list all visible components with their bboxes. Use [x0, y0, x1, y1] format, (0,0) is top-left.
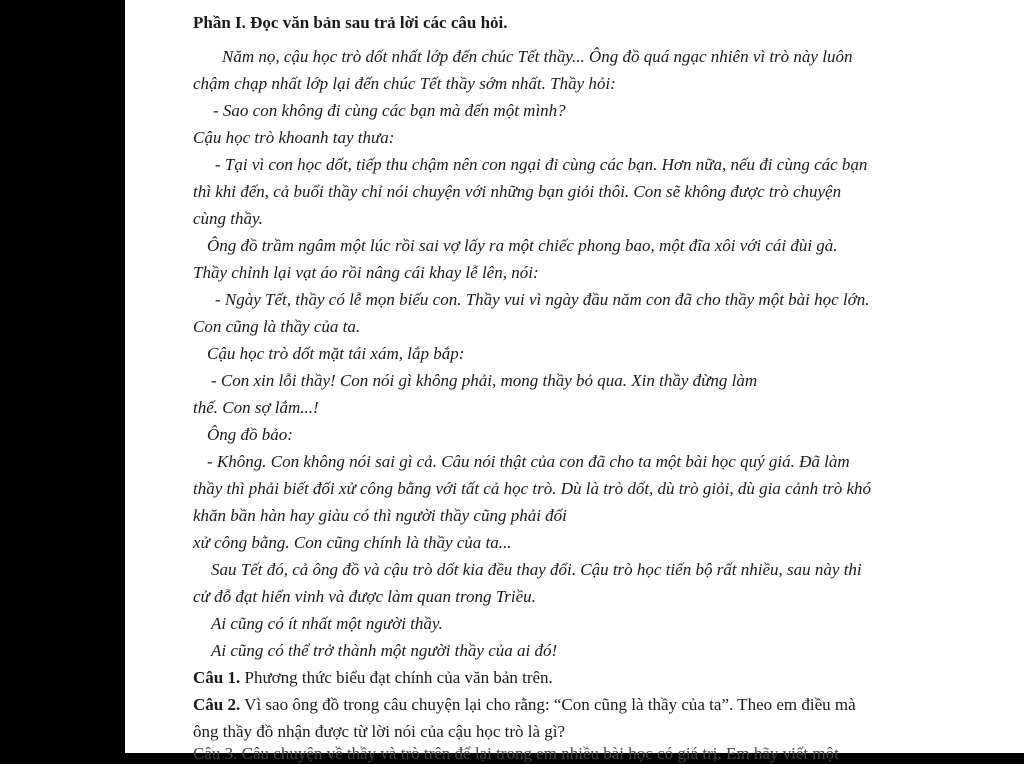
passage-line: - Ngày Tết, thầy có lễ mọn biếu con. Thầy vui vì ngày đầu năm con đã cho thầy một bài học lớn.: [215, 290, 870, 309]
passage-line: Thầy chỉnh lại vạt áo rồi nâng cái khay lễ lên, nói:: [193, 263, 539, 282]
passage-line: khăn bần hàn hay giàu có thì người thầy cũng phải đối: [193, 506, 567, 525]
question-2-label: Câu 2.: [193, 695, 241, 714]
passage-line: thì khi đến, cả buổi thầy chỉ nói chuyện với những bạn giỏi thôi. Con sẽ không được trò chuyện: [193, 182, 842, 201]
passage-line: thế. Con sợ lắm...!: [193, 398, 319, 417]
passage-line: cử đỗ đạt hiển vinh và được làm quan trong Triều.: [193, 587, 536, 606]
question-2-continuation: ông thầy đồ nhận được từ lời nói của cậu học trò là gì?: [193, 722, 566, 741]
question-2-text: Vì sao ông đồ trong câu chuyện lại cho rằng: “Con cũng là thầy của ta”. Theo em điều mà: [240, 695, 856, 714]
question-1-text: Phương thức biểu đạt chính của văn bản trên.: [240, 668, 553, 687]
passage-line: Ông đồ bảo:: [207, 425, 293, 444]
cutoff-line: Câu 3. Câu chuyện về thầy và trò trên để lại trong em nhiều bài học có giá trị. Em hãy viết một: [193, 744, 839, 763]
passage-line: thầy thì phải biết đối xử công bằng với tất cả học trò. Dù là trò dốt, dù trò giỏi, dù gia cảnh trò khó: [193, 479, 871, 498]
passage-line: chậm chạp nhất lớp lại đến chúc Tết thầy sớm nhất. Thầy hỏi:: [193, 74, 616, 93]
question-2: [193, 695, 856, 715]
passage-line: Cậu học trò khoanh tay thưa:: [193, 128, 395, 147]
passage-line: - Tại vì con học dốt, tiếp thu chậm nên con ngại đi cùng các bạn. Hơn nữa, nếu đi cùng các bạn: [215, 155, 868, 174]
passage-line: Năm nọ, cậu học trò dốt nhất lớp đến chúc Tết thầy... Ông đồ quá ngạc nhiên vì trò này luôn: [222, 47, 853, 66]
passage-line: Cậu học trò dốt mặt tái xám, lắp bắp:: [207, 344, 465, 363]
passage-line: - Sao con không đi cùng các bạn mà đến một mình?: [213, 101, 566, 120]
section-title: Phần I. Đọc văn bản sau trả lời các câu hỏi.: [193, 13, 508, 32]
passage-line: - Con xin lỗi thầy! Con nói gì không phải, mong thầy bỏ qua. Xin thầy đừng làm: [211, 371, 758, 390]
passage-line: Ai cũng có ít nhất một người thầy.: [211, 614, 443, 633]
passage-line: Ai cũng có thể trở thành một người thầy của ai đó!: [211, 641, 558, 660]
document-page: [125, 0, 1024, 763]
passage-line: Sau Tết đó, cả ông đồ và cậu trò dốt kia đều thay đổi. Cậu trò học tiến bộ rất nhiều, sau này thi: [211, 560, 862, 579]
question-1: [193, 668, 553, 688]
passage-line: cùng thầy.: [193, 209, 263, 228]
passage-line: xử công bằng. Con cũng chính là thầy của ta...: [193, 533, 512, 552]
passage-line: - Không. Con không nói sai gì cả. Câu nói thật của con đã cho ta một bài học quý giá. Đã làm: [207, 452, 850, 471]
question-1-label: Câu 1.: [193, 668, 241, 687]
passage-line: Ông đồ trầm ngâm một lúc rồi sai vợ lấy ra một chiếc phong bao, một đĩa xôi với cái đùi gà.: [207, 236, 838, 255]
passage-line: Con cũng là thầy của ta.: [193, 317, 361, 336]
